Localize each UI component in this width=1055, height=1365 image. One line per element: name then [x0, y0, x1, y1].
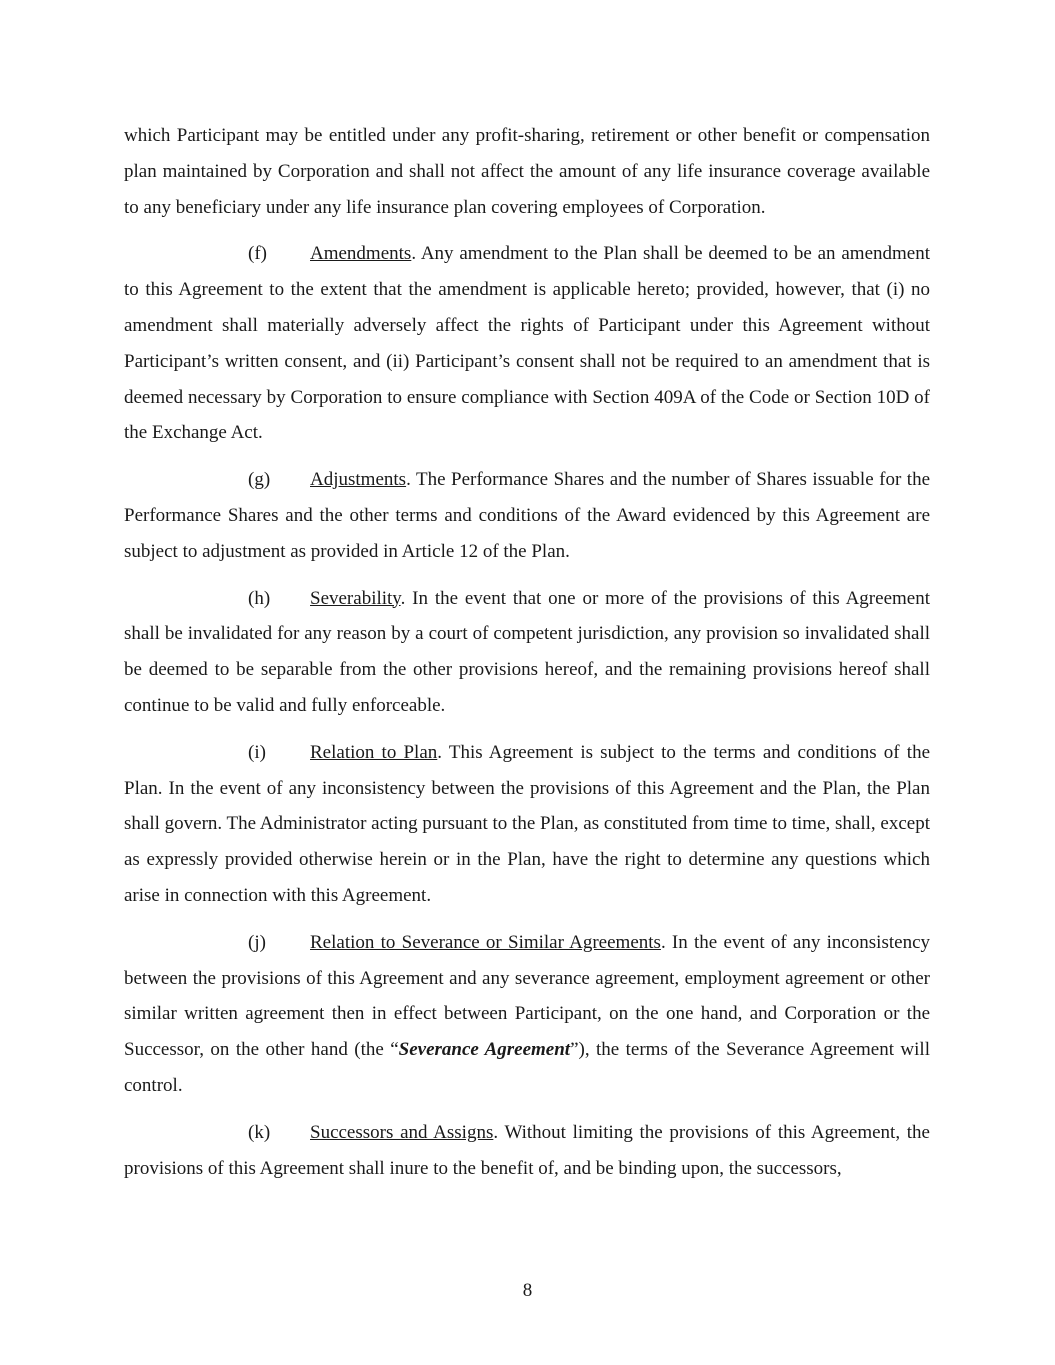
section-heading: Successors and Assigns — [310, 1121, 494, 1143]
section-label: (g) — [248, 469, 271, 491]
section-body-after: ”), the terms of the Severance Agreement will control. — [124, 1039, 930, 1096]
document-page — [124, 118, 930, 1197]
section-label: (i) — [248, 741, 266, 763]
section-body: . The Performance Shares and the number of Shares issuable for the Performance Shares and the other terms and conditions of the Award evidenced by this Agreement are subject to adjustment as provided in Article 12 of the Plan. — [124, 469, 930, 562]
section-body: . Any amendment to the Plan shall be deemed to be an amendment to this Agreement to the extent that the amendment is applicable hereto; provided, however, that (i) no amendment shall materially adversely affect the rights of Participant under this Agreement without Participant’s written consent, and (ii) Participant’s consent shall not be required to an amendment that is deemed necessary by Corporation to ensure compliance with Section 409A of the Code or Section 10D of the Exchange Act. — [124, 243, 930, 444]
section-body: . Without limiting the provisions of this Agreement, the provisions of this Agreement shall inure to the benefit of, and be binding upon, the successors, — [124, 1121, 930, 1179]
section-heading: Adjustments — [310, 469, 407, 491]
continuation-paragraph: which Participant may be entitled under any profit-sharing, retirement or other benefit or compensation plan maintained by Corporation and shall not affect the amount of any life insurance coverage available to any beneficiary under any life insurance plan covering employees of Corporation. — [124, 125, 930, 218]
section-label: (f) — [248, 243, 267, 265]
defined-term: Severance Agreement — [398, 1039, 571, 1061]
section-heading: Amendments — [310, 243, 412, 265]
section-label: (k) — [248, 1121, 271, 1143]
section-g — [124, 462, 930, 569]
section-f — [124, 236, 930, 451]
section-j — [124, 925, 930, 1104]
section-label: (j) — [248, 931, 266, 953]
page-number: 8 — [522, 1280, 533, 1301]
section-heading: Severability — [310, 587, 401, 609]
section-body-before: . In the event of any inconsistency between the provisions of this Agreement and any severance agreement, employment agreement or other similar written agreement then in effect between Participant, on the one hand, and Corporation or the Successor, on the other hand (the “ — [124, 931, 930, 1061]
section-heading: Relation to Severance or Similar Agreements — [310, 931, 661, 953]
section-body: . In the event that one or more of the provisions of this Agreement shall be invalidated for any reason by a court of competent jurisdiction, any provision so invalidated shall be deemed to be separable from the other provisions hereof, and the remaining provisions hereof shall continue to be valid and fully enforceable. — [124, 587, 930, 716]
section-label: (h) — [248, 587, 271, 609]
section-heading: Relation to Plan — [310, 741, 438, 763]
section-body: . This Agreement is subject to the terms and conditions of the Plan. In the event of any inconsistency between the provisions of this Agreement and the Plan, the Plan shall govern. The Administrator acting pursuant to the Plan, as constituted from time to time, shall, except as expressly provided otherwise herein or in the Plan, have the right to determine any questions which arise in connection with this Agreement. — [124, 741, 931, 906]
section-i — [124, 735, 930, 914]
section-h — [124, 581, 930, 724]
section-k — [124, 1115, 930, 1187]
